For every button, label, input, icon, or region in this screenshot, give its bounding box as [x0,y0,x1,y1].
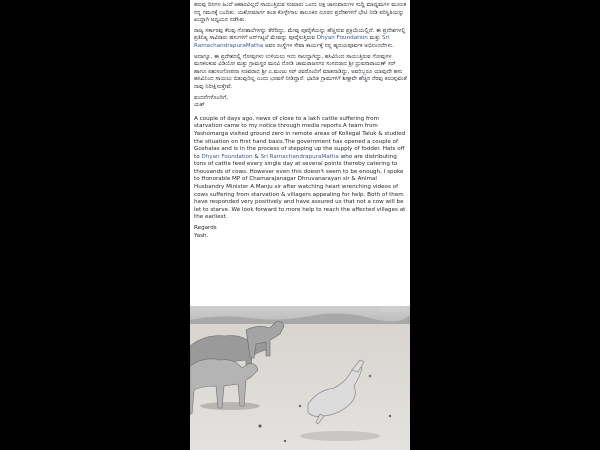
kannada-line: ಹಲವು ದಿನಗಳ ಹಿಂದೆ ಆಹಾರವಿಲ್ಲದೆ ಸಾಯುತ್ತಿರುವ ಸುಮಾರು ಒಂದು ಲಕ್ಷ ಜಾನುವಾರುಗಳ ಸುದ್ದಿ ಮಾಧ್ಯಮಗಳ [194,2,390,8]
kannada-paragraph-3 [194,54,407,92]
kannada-line: ಮಾತನಾಡಿದ್ದು, ಅವರಿಬ್ಬರೂ ಯಾವುದೇ ಹಸು ಹಸಿವಿನಿಂದ ಸಾಯಲು ಬಿಡುವುದಿಲ್ಲ ಎಂದು [194,68,403,83]
watermark: Kannada.FS [379,309,406,314]
kannada-line: ಮೂಲಕ ನನ್ನ ಗಮನಕ್ಕೆ ಬಂದಿತು. ಯಶೋಮಾರ್ಗ ತಂಡ ಕೊಳ್ಳೇಗಾಲ ತಾಲೂಕಿನ ದೂರದ ಪ್ರದೇಶಗಳಿಗೆ ಭೇಟಿ [194,2,407,16]
kannada-signature: ಯಶ್ [194,102,205,109]
kannada-line: ನೀಡಿ ಪರಿಸ್ಥಿತಿಯನ್ನು ಖುದ್ದಾಗಿ ಅಧ್ಯಯನ ನಡೆಸಿತು. [194,9,405,24]
english-paragraph [194,116,407,222]
kannada-line: ಮತ್ತು [369,35,381,42]
dhyan-foundation-link-kn[interactable]: Dhyan Foundation [316,35,368,42]
ramachandrapura-matha-link[interactable]: Sri RamachandrapuraMatha [260,153,339,160]
kannada-line: ಅವರ ಸಂಸ್ಥೆಗಳ ಸೇವಾ ಕಾರ್ಯಕ್ಕೆ ನನ್ನ ಹೃದಯಪೂರ್ವಕ ಅಭಿನಂದನೆಗಳು. [264,42,394,49]
kannada-line: ಅದಾಗ್ಯೂ, ಈ ಪ್ರದೇಶದಲ್ಲಿ ಗೋವುಗಳು ಉಳಿಯಲು ಇದು ಸಾಲದ್ದಾಗಿದ್ದು, ಹಸಿವಿನಿಂದ ಸಾಯುತ್ತಿರುವ [194,53,371,60]
english-text: & [252,153,261,160]
kannada-paragraph-1 [194,2,407,25]
kannada-line: ಗೋವುಗಳ ಮನಕಲಕುವ ವಿಡಿಯೋ ಮತ್ತು ಗ್ರಾಮಸ್ಥರ ಮನವಿ ನೋಡಿ ಚಾಮರಾಜನಗರ ಸಂಸದರಾದ [194,53,392,68]
kannada-regards: ವಂದನೆಗಳೊಂದಿಗೆ, [194,94,228,101]
kannada-line: ರಾಜ್ಯ ಸರ್ಕಾರವು ಕೆಲವು ಗೋಶಾಲೆಗಳನ್ನು ತೆರೆದಿದ್ದು, ಮೇವು ಪೂರೈಕೆಯನ್ನು ಹೆಚ್ಚಿಸುವ ಪ್ರಕ್ರಿಯೆಯಲ್ಲಿದೆ. [194,27,375,34]
kannada-line: ಭರವಸೆ ನೀಡಿದ್ದಾರೆ. ಭಾದಿತ ಗ್ರಾಮಗಳಿಗೆ ಶೀಘ್ರವೇ ಹೆಚ್ಚಿನ ನೆರವು ತಲುಪುವಂತೆ ನಾವು ನಿರೀಕ್ಷಿಸುತ್ತೇವೆ. [194,76,407,90]
ramachandrapura-matha-link-kn[interactable]: Sri RamachandrapuraMatha [194,35,390,49]
kannada-line: ಶ್ರೀ ಧ್ರುವನಾರಾಯಣ್ ಸರ್ ಹಾಗೂ ಪಶುಸಂಗೋಪನಾ ಸಚಿವರಾದ ಶ್ರೀ ಎ.ಮಂಜು ಸರ್ ರವರೊಂದಿಗೆ [194,61,396,75]
photo-illustration [190,306,410,450]
post-text [190,0,410,240]
english-signature: Yash. [194,232,209,239]
kannada-paragraph-2 [194,28,407,51]
dhyan-foundation-link[interactable]: Dhyan Foundation [201,153,253,160]
english-regards: Regards [194,225,217,232]
kannada-line: ಈ ಪ್ರದೇಶಗಳಲ್ಲಿ ಪ್ರತಿನಿತ್ಯ ಸಾವಿರಾರು ಹಸುಗಳಿಗೆ ಟನ್‌ಗಟ್ಟಲೆ ಮೇವನ್ನು ಪೂರೈಸುತ್ತಿರುವ [194,27,406,42]
english-text: A couple of days ago, news of close to a lakh cattle suffering from starvation came to my notice through media reports.A team from Yashomarga visited ground zero in remote areas of Kollegal Taluk & studied the situation on first hand basis.The government has opened a couple of Goshalas and is in the process of stepping up the supply of fodder. Hats off to [194,115,406,160]
facebook-post [190,0,410,450]
english-text: who are distributing tons of cattle feed every single day at several points thereby catering to thousands of cows. However even this doesn't seem to be enough, I spoke to Honorable MP of Chamarajanagar Dhruvanarayan sir & Animal Husbandry Minister A.Manju sir after watching heart wrenching videos of cows suffering from starvation & villagers appealing for help. Both of them have responded very positively and have assured us that not a cow will be let to starve. We look forward to more help to reach the affected villages at the earliest. [194,153,406,221]
drought-cattle-photo [190,306,410,450]
